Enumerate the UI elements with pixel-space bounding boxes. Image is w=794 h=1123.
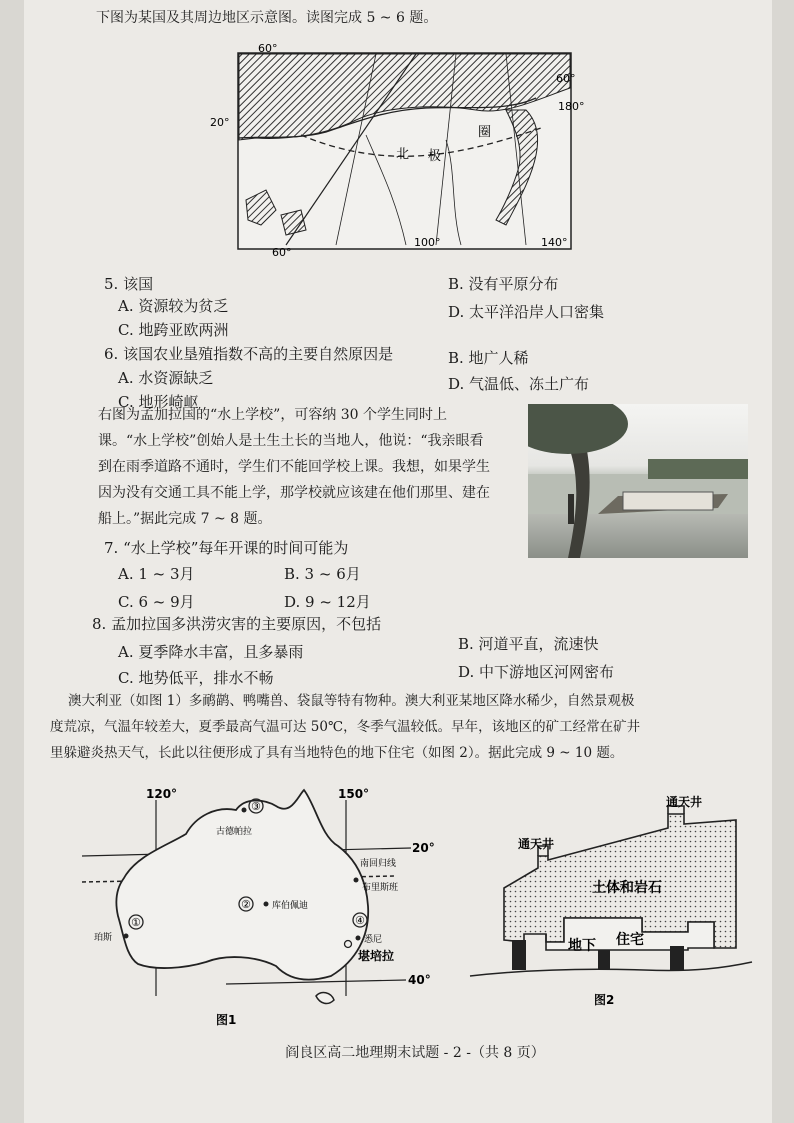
q6-option-d: D. 气温低、冻土广布 <box>448 375 590 393</box>
water-school-photo <box>528 404 748 558</box>
fig1-lon120: 120° <box>146 787 178 801</box>
fig1-lon150: 150° <box>338 787 370 801</box>
fig1-lat40: 40° <box>408 973 431 987</box>
under-label: 地下 <box>568 938 596 954</box>
q6-stem: 6. 该国农业垦殖指数不高的主要自然原因是 <box>104 345 394 363</box>
marker-3: ③ <box>251 800 261 813</box>
intro-9-10-line1: 澳大利亚（如图 1）多鸸鹋、鸭嘴兽、袋鼠等特有物种。澳大利亚某地区降水稀少，自然景观极 <box>68 693 635 709</box>
q8-option-c: C. 地势低平，排水不畅 <box>118 669 274 687</box>
city-canberra: 堪培拉 <box>358 949 395 963</box>
arctic-label-2: 极 <box>428 149 442 164</box>
shaft-right-label: 通天井 <box>666 795 703 809</box>
fig1-caption: 图1 <box>216 1013 237 1026</box>
q7-option-b: B. 3 ~ 6月 <box>284 565 361 583</box>
soil-label: 土体和岩石 <box>592 880 662 896</box>
city-kubopedi: 库伯佩迪 <box>272 901 309 911</box>
q5-option-b: B. 没有平原分布 <box>448 275 559 293</box>
lat20-label: 20° <box>210 116 230 129</box>
q5-option-a: A. 资源较为贫乏 <box>118 297 229 315</box>
australia-map <box>76 786 446 1026</box>
russia-map <box>206 40 586 260</box>
intro-7-8-line2: 课。“水上学校”创始人是土生土长的当地人，他说：“我亲眼看 <box>98 433 484 449</box>
city-perth: 珀斯 <box>94 933 113 943</box>
intro-7-8-line3: 到在雨季道路不通时，学生们不能回学校上课。我想，如果学生 <box>98 459 490 475</box>
arctic-label-1: 北 <box>396 147 410 162</box>
q7-option-c: C. 6 ~ 9月 <box>118 593 195 611</box>
lat60r-label: 60° <box>556 72 576 85</box>
city-brisbane: 布里斯班 <box>362 883 399 893</box>
lon180-label: 180° <box>558 100 585 113</box>
lon100-label: 100° <box>414 236 441 249</box>
q7-option-d: D. 9 ~ 12月 <box>284 593 371 611</box>
house-label: 住宅 <box>616 932 644 948</box>
page-footer: 阎良区高二地理期末试题 - 2 -（共 8 页） <box>285 1045 545 1061</box>
intro-5-6: 下图为某国及其周边地区示意图。读图完成 5 ~ 6 题。 <box>96 10 438 26</box>
fig2-caption: 图2 <box>594 993 615 1007</box>
q8-option-d: D. 中下游地区河网密布 <box>458 663 615 681</box>
q5-option-c: C. 地跨亚欧两洲 <box>118 321 229 339</box>
q6-option-a: A. 水资源缺乏 <box>118 369 214 387</box>
lon140-label: 140° <box>541 236 568 249</box>
q7-stem: 7. “水上学校”每年开课的时间可能为 <box>104 539 349 557</box>
lon60-label: 60° <box>272 246 292 259</box>
city-gudepala: 古德帕拉 <box>216 827 253 837</box>
intro-9-10 <box>50 688 762 766</box>
intro-7-8-line4: 因为没有交通工具不能上学，那学校就应该建在他们那里、建在 <box>98 485 490 501</box>
marker-1: ① <box>131 916 141 929</box>
q8-stem: 8. 孟加拉国多洪涝灾害的主要原因，不包括 <box>92 615 382 633</box>
fig1-lat20: 20° <box>412 841 435 855</box>
q8-option-a: A. 夏季降水丰富，且多暴雨 <box>118 643 304 661</box>
q6-option-b: B. 地广人稀 <box>448 349 529 367</box>
q8-option-b: B. 河道平直，流速快 <box>458 635 599 653</box>
q7-option-a: A. 1 ~ 3月 <box>118 565 195 583</box>
q6-option-c: C. 地形崎岖 <box>118 393 199 411</box>
marker-4: ④ <box>355 914 365 927</box>
shaft-left-label: 通天井 <box>518 837 555 851</box>
intro-9-10-line3: 里躲避炎热天气，长此以往便形成了具有当地特色的地下住宅（如图 2）。据此完成 9 ~ 10 题。 <box>50 745 624 761</box>
intro-7-8-line5: 船上。”据此完成 7 ~ 8 题。 <box>98 511 272 527</box>
q5-option-d: D. 太平洋沿岸人口密集 <box>448 303 605 321</box>
lat60-label: 60° <box>258 42 278 55</box>
marker-2: ② <box>241 898 251 911</box>
city-sydney: 悉尼 <box>364 935 383 945</box>
tropic-label: 南回归线 <box>360 859 397 869</box>
q5-stem: 5. 该国 <box>104 275 154 293</box>
arctic-label-3: 圈 <box>478 125 492 140</box>
underground-house-diagram <box>464 790 754 1030</box>
intro-7-8-line1: 右图为孟加拉国的“水上学校”，可容纳 30 个学生同时上 <box>98 407 448 423</box>
intro-9-10-line2: 度荒凉，气温年较差大，夏季最高气温可达 50℃，冬季气温较低。早年，该地区的矿工经常在矿井 <box>50 719 641 735</box>
intro-7-8 <box>98 402 522 532</box>
